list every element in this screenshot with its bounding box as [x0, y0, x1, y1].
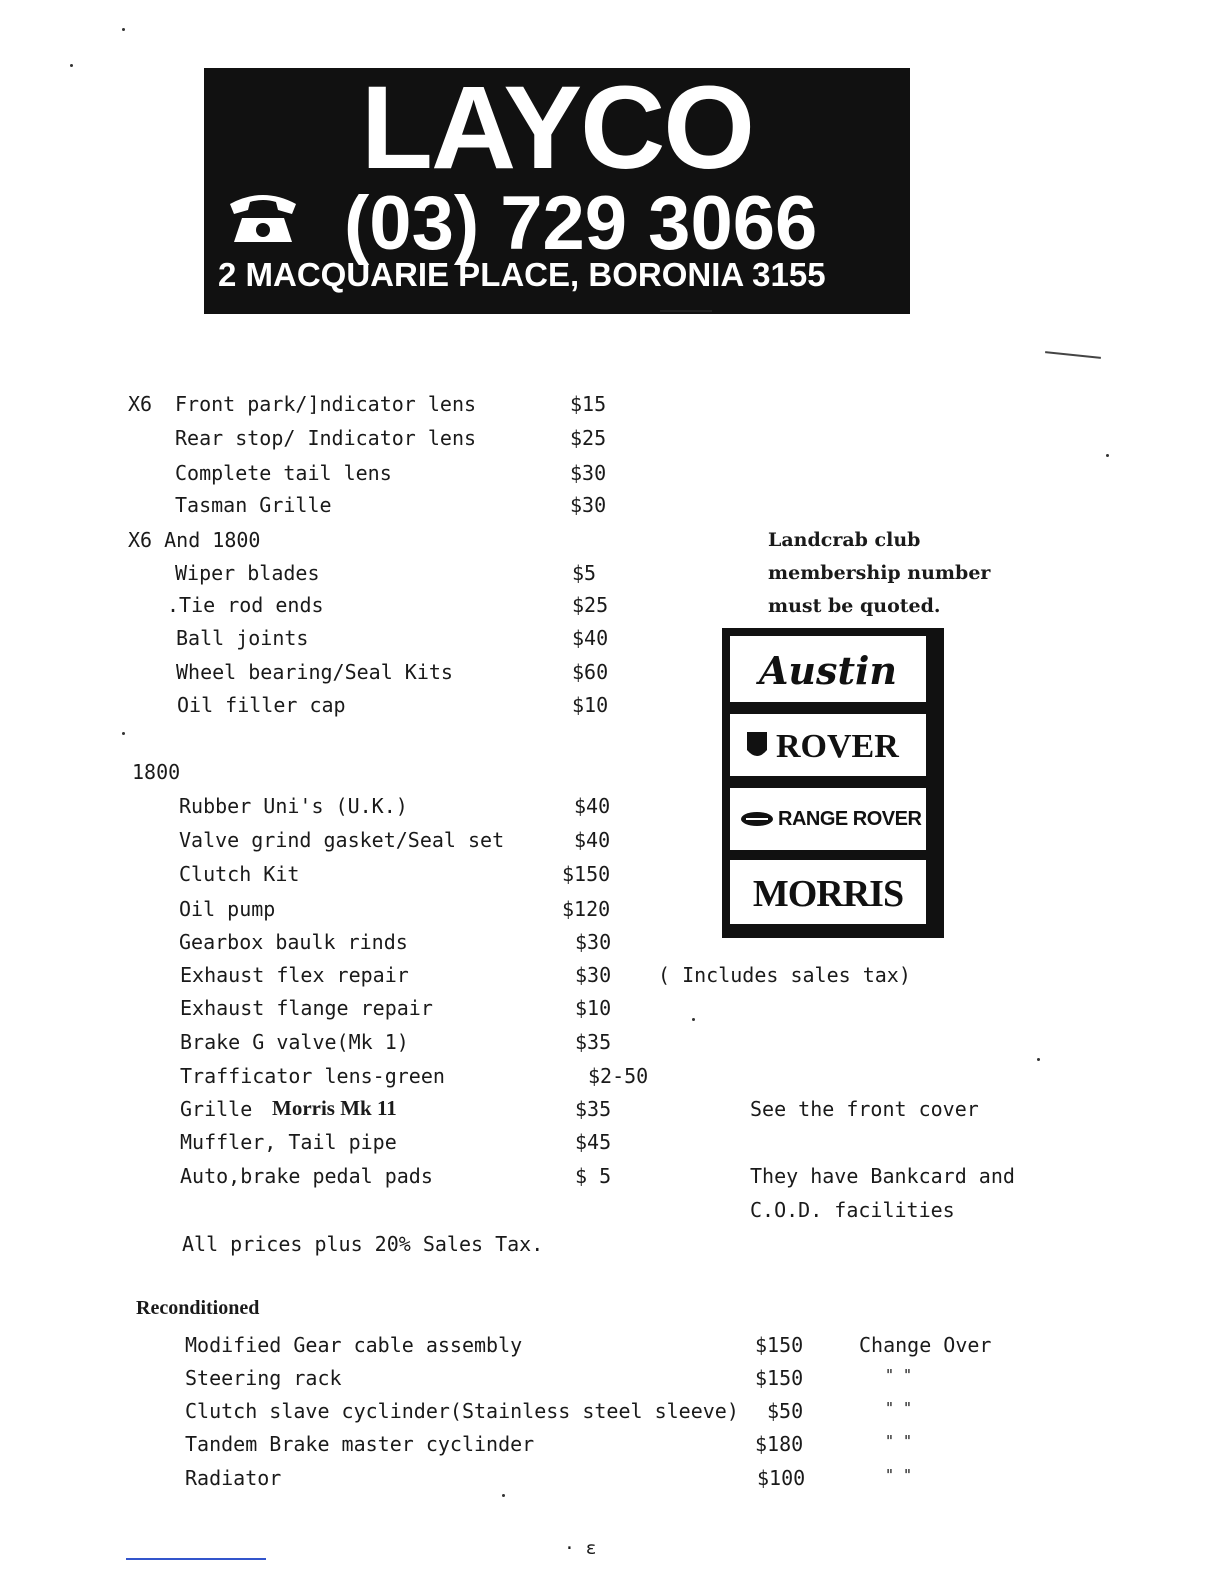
table-row-name: Clutch slave cyclinder(Stainless steel sleeve) [185, 1399, 739, 1423]
phone-number: (03) 729 3066 [344, 181, 818, 266]
item-price: $35 [575, 1097, 612, 1121]
item-price: $45 [575, 1130, 612, 1154]
scan-speck [692, 1018, 695, 1021]
list-item: .Tie rod ends [167, 593, 324, 617]
item-price: $30 [575, 963, 612, 987]
table-row-note: " " [885, 1366, 913, 1384]
table-row-price: $150 [755, 1366, 804, 1390]
scan-speck [502, 1494, 505, 1497]
table-row-name: Modified Gear cable assembly [185, 1333, 523, 1357]
list-item: Rear stop/ Indicator lens [175, 426, 477, 450]
table-row-name: Radiator [185, 1466, 282, 1490]
item-price: $30 [570, 461, 607, 485]
table-row-price: $50 [767, 1399, 804, 1423]
item-price: $40 [572, 626, 609, 650]
scan-speck [122, 732, 125, 735]
list-item: Front park/]ndicator lens [175, 392, 477, 416]
list-item: Wiper blades [175, 561, 320, 585]
item-price: $120 [562, 897, 611, 921]
rover-shield-icon [746, 730, 768, 764]
list-item: Brake G valve(Mk 1) [180, 1030, 409, 1054]
section-heading-1800: 1800 [132, 760, 181, 784]
list-item: Tasman Grille [175, 493, 332, 517]
table-row-price: $180 [755, 1432, 804, 1456]
list-item: Clutch Kit [179, 862, 300, 886]
section-heading-x6-1800: X6 And 1800 [128, 528, 261, 552]
scan-speck [70, 64, 73, 67]
range-rover-logo [730, 788, 926, 850]
scan-speck [122, 28, 125, 31]
item-price: $10 [572, 693, 609, 717]
landcrab-line: must be quoted. [768, 595, 941, 617]
list-item: Gearbox baulk rinds [179, 930, 408, 954]
table-row-name: Steering rack [185, 1366, 342, 1390]
rover-logo-text: ROVER [776, 728, 899, 765]
list-item: Muffler, Tail pipe [180, 1130, 397, 1154]
see-front-cover-note: See the front cover [750, 1097, 979, 1121]
list-item: Exhaust flex repair [180, 963, 409, 987]
table-row-name: Tandem Brake master cyclinder [185, 1432, 535, 1456]
list-item: Exhaust flange repair [180, 996, 433, 1020]
footer-rule [126, 1558, 266, 1560]
telephone-icon [228, 190, 298, 246]
list-item: Ball joints [176, 626, 309, 650]
morris-logo-text: MORRIS [752, 873, 904, 915]
tax-note: All prices plus 20% Sales Tax. [182, 1232, 544, 1256]
scan-speck [1106, 454, 1109, 457]
item-price: $30 [575, 930, 612, 954]
item-price: $ 5 [575, 1164, 612, 1188]
table-row-price: $150 [755, 1333, 804, 1357]
item-price: $150 [562, 862, 611, 886]
austin-logo [730, 636, 926, 702]
includes-tax-note: ( Includes sales tax) [658, 963, 911, 987]
item-price: $15 [570, 392, 607, 416]
item-price: $60 [572, 660, 609, 684]
table-row-note: " " [885, 1399, 913, 1417]
scan-mark [1045, 351, 1101, 359]
company-name: LAYCO [360, 62, 754, 194]
list-item: Valve grind gasket/Seal set [179, 828, 505, 852]
table-row-note: Change Over [859, 1333, 992, 1357]
landcrab-line: Landcrab club [768, 529, 921, 551]
scan-speck [1037, 1058, 1040, 1061]
table-row-price: $100 [757, 1466, 806, 1490]
range-rover-logo-text: RANGE ROVER [778, 808, 922, 830]
item-price: $35 [575, 1030, 612, 1054]
page-mark: · ε [564, 1538, 597, 1559]
list-item: Auto,brake pedal pads [180, 1164, 433, 1188]
bankcard-note-line2: C.O.D. facilities [750, 1198, 955, 1222]
bankcard-note-line1: They have Bankcard and [750, 1164, 1015, 1188]
item-price: $40 [574, 794, 611, 818]
range-rover-oval-icon [740, 811, 774, 827]
list-item: Oil pump [179, 897, 276, 921]
list-item: Wheel bearing/Seal Kits [176, 660, 453, 684]
landcrab-line: membership number [768, 562, 991, 584]
item-price: $25 [572, 593, 609, 617]
table-row-note: " " [885, 1432, 913, 1450]
list-item: Trafficator lens-green [180, 1064, 445, 1088]
table-row-note: " " [885, 1466, 913, 1484]
header-banner [204, 62, 910, 314]
list-item: Complete tail lens [175, 461, 392, 485]
rover-logo [730, 714, 926, 776]
section-heading-reconditioned: Reconditioned [136, 1297, 260, 1319]
list-item-emphasis: Morris Mk 11 [272, 1096, 397, 1120]
item-price: $5 [572, 561, 597, 585]
morris-logo [730, 860, 926, 924]
item-price: $25 [570, 426, 607, 450]
brand-logo-box [722, 628, 944, 938]
item-price: $30 [570, 493, 607, 517]
list-item: Rubber Uni's (U.K.) [179, 794, 408, 818]
section-heading-x6: X6 [128, 392, 153, 416]
scan-mark [660, 310, 712, 312]
item-price: $40 [574, 828, 611, 852]
landcrab-note [768, 524, 990, 623]
item-price: $2-50 [588, 1064, 649, 1088]
list-item: Grille [180, 1097, 253, 1121]
address: 2 MACQUARIE PLACE, BORONIA 3155 [218, 256, 826, 293]
item-price: $10 [575, 996, 612, 1020]
austin-logo-text: Austin [758, 648, 898, 693]
list-item: Oil filler cap [177, 693, 346, 717]
